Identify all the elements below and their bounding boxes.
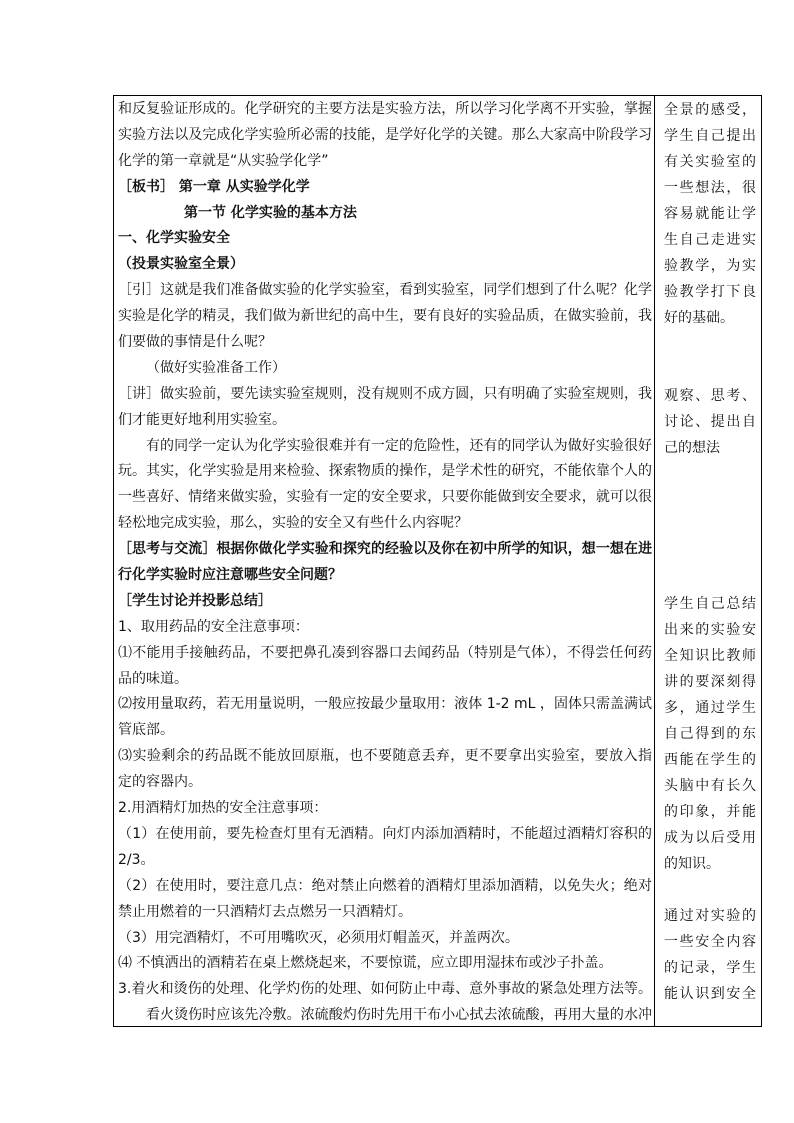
content-line: 管底部。 [118, 722, 174, 739]
note-line: 能认识到安全 [664, 986, 756, 1002]
content-line: （3）用完酒精灯，不可用嘴吹灭，必须用灯帽盖灭，并盖两次。 [118, 929, 519, 946]
content-line: 实验是化学的精灵，我们做为新世纪的高中生，要有良好的实验品质，在做实验前，我 [118, 308, 652, 325]
note-line: 生自己走进实 [664, 232, 756, 248]
content-line: ［讲］做实验前，要先读实验室规则，没有规则不成方圆，只有明确了实验室规则，我 [118, 385, 652, 402]
content-line: （做好实验准备工作） [146, 359, 286, 376]
content-line: 们才能更好地利用实验室。 [118, 411, 286, 428]
note-line: 观察、思考、 [664, 388, 756, 404]
discussion-prompt: 行化学实验时应注意哪些安全问题？ [118, 567, 342, 584]
content-line: 和反复验证形成的。化学研究的主要方法是实验方法，所以学习化学离不开实验，掌握 [118, 101, 652, 117]
content-line: 禁止用燃着的一只酒精灯去点燃另一只酒精灯。 [118, 903, 412, 920]
note-line: 西能在学生的 [664, 752, 756, 768]
note-line: 好的基础。 [664, 310, 734, 326]
note-spacer [664, 565, 756, 591]
teaching-content-column [118, 97, 652, 1029]
subsection-heading: 一、化学实验安全 [118, 230, 230, 247]
note-line: 有关实验室的 [664, 154, 756, 170]
column-divider [654, 95, 655, 1027]
note-spacer [664, 461, 756, 487]
note-line: 讨论、提出自 [664, 414, 756, 430]
content-line: 定的容器内。 [118, 774, 202, 791]
note-spacer [664, 487, 756, 513]
content-line: ⑴不能用手接触药品，不要把鼻孔凑到容器口去闻药品（特别是气体），不得尝任何药 [118, 644, 652, 661]
note-line: 的记录，学生 [664, 960, 756, 976]
content-line: 一些喜好、情绪来做实验，实验有一定的安全要求，只要你能做到安全要求，就可以很 [118, 489, 652, 506]
note-line: 容易就能让学 [664, 206, 756, 222]
note-line: 成为以后受用 [664, 830, 756, 846]
note-spacer [664, 357, 756, 383]
projection-note: （投景实验室全景） [118, 256, 244, 273]
note-line: 头脑中有长久 [664, 778, 756, 794]
note-line: 全景的感受， [664, 102, 756, 118]
content-line: 3.着火和烫伤的处理、化学灼伤的处理、如何防止中毒、意外事故的紧急处理方法等。 [118, 981, 652, 998]
design-intent-column [664, 97, 756, 1007]
note-spacer [664, 877, 756, 903]
note-line: 的知识。 [664, 856, 720, 872]
note-line: 学生自己总结 [664, 596, 756, 612]
content-line: 2.用酒精灯加热的安全注意事项： [118, 800, 328, 817]
note-line: 通过对实验的 [664, 908, 756, 924]
content-line: 品的味道。 [118, 670, 188, 687]
content-line: （2）在使用时，要注意几点：绝对禁止向燃着的酒精灯里添加酒精，以免失火；绝对 [118, 877, 652, 894]
note-spacer [664, 513, 756, 539]
note-line: 讲的要深刻得 [664, 674, 756, 690]
content-line: 1、取用药品的安全注意事项： [118, 618, 309, 635]
note-line: 学生自己提出 [664, 128, 756, 144]
note-spacer [664, 539, 756, 565]
student-discussion-heading: ［学生讨论并投影总结］ [118, 592, 272, 609]
content-line: 有的同学一定认为化学实验很难并有一定的危险性，还有的同学认为做好实验很好 [146, 437, 652, 454]
content-line: ⑷ 不慎洒出的酒精若在桌上燃烧起来，不要惊谎，应立即用湿抹布或沙子扑盖。 [118, 955, 613, 972]
note-line: 全知识比教师 [664, 648, 756, 664]
discussion-prompt: ［思考与交流］根据你做化学实验和探究的经验以及你在初中所学的知识，想一想在进 [118, 541, 652, 558]
note-line: 己的想法 [664, 440, 720, 456]
content-line: ⑶实验剩余的药品既不能放回原瓶，也不要随意丢弃，更不要拿出实验室，要放入指 [118, 748, 652, 765]
content-line: 玩。其实，化学实验是用来检验、探索物质的操作，是学术性的研究，不能依靠个人的 [118, 463, 652, 480]
note-line: 出来的实验安 [664, 622, 756, 638]
note-line: 验教学打下良 [664, 284, 756, 300]
note-line: 验教学，为实 [664, 258, 756, 274]
note-line: 一些想法，很 [664, 180, 756, 196]
note-line: 自己得到的东 [664, 726, 756, 742]
content-line: 化学的第一章就是“从实验学化学” [118, 152, 329, 169]
content-line: （1）在使用前，要先检查灯里有无酒精。向灯内添加酒精时，不能超过酒精灯容积的 [118, 825, 652, 842]
note-line: 多，通过学生 [664, 700, 756, 716]
content-line: ⑵按用量取药，若无用量说明，一般应按最少量取用：液体 1-2 mL ，固体只需盖满试 [118, 696, 652, 713]
blackboard-chapter-heading: ［板书］ 第一章 从实验学化学 [118, 178, 310, 195]
note-line: 的印象，并能 [664, 804, 756, 820]
note-spacer [664, 331, 756, 357]
content-line: 轻松地完成实验，那么，实验的安全又有些什么内容呢？ [118, 515, 468, 532]
content-line: 2/3。 [118, 851, 155, 868]
content-line: 实验方法以及完成化学实验所必需的技能，是学好化学的关键。那么大家高中阶段学习 [118, 126, 652, 143]
note-line: 一些安全内容 [664, 934, 756, 950]
content-line: 们要做的事情是什么呢？ [118, 334, 272, 351]
content-line: 看火烫伤时应该先冷敷。浓硫酸灼伤时先用干布小心拭去浓硫酸，再用大量的水冲 [146, 1007, 652, 1024]
content-line: ［引］这就是我们准备做实验的化学实验室，看到实验室，同学们想到了什么呢？化学 [118, 282, 652, 299]
section-heading: 第一节 化学实验的基本方法 [184, 204, 357, 221]
